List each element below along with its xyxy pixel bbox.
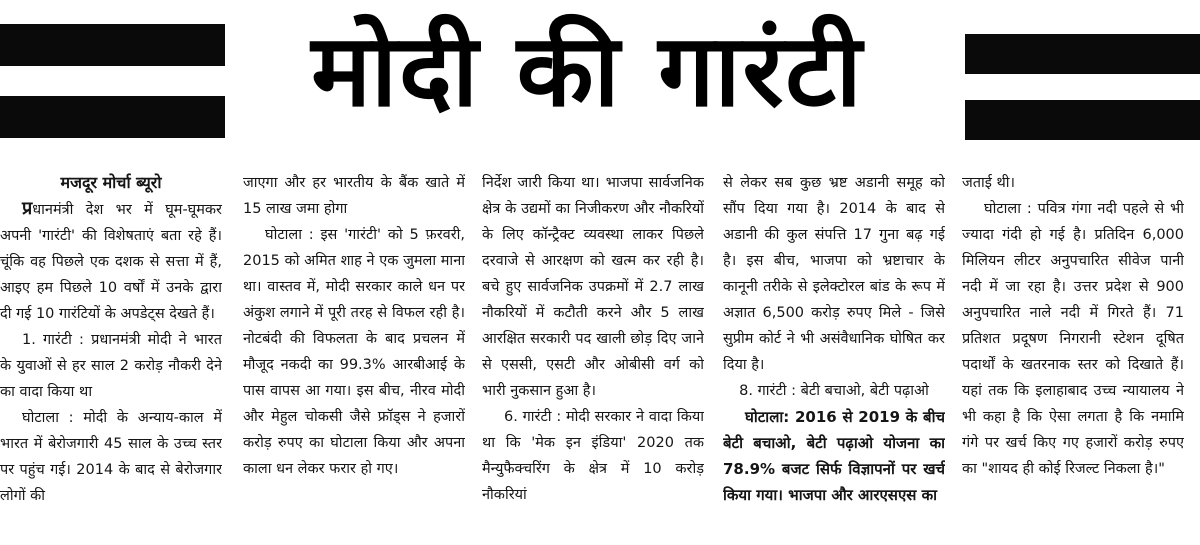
- paragraph-guarantee-8: 8. गारंटी : बेटी बचाओ, बेटी पढ़ाओ: [739, 383, 929, 399]
- column-5: [962, 170, 1184, 545]
- paragraph-scam-8: घोटाला: 2016 से 2019 के बीच बेटी बचाओ, बेटी पढ़ाओ योजना का 78.9% बजट सिर्फ विज्ञापनों पर खर्च किया गया। भाजपा और आरएसएस का: [723, 408, 945, 504]
- paragraph-continued: जताई थी।: [962, 175, 1016, 191]
- lead-text: धानमंत्री देश भर में घूम-घूमकर अपनी 'गारंटी' की विशेषताएं बता रहे हैं। चूंकि वह पिछले एक दशक से सत्ता में हैं, आइए हम पिछले 10 वर्षों में उनके द्वारा दी गई 10 गारंटियों के अपडेट्स देखते हैं।: [0, 202, 222, 322]
- paragraph-scam-ganga: घोटाला : पवित्र गंगा नदी पहले से भी ज्यादा गंदी हो गई है। प्रतिदिन 6,000 मिलियन लीटर अनुपचारित सीवेज पानी नदी में जा रहा है। उत्तर प्रदेश से 900 अनुपचारित नाले नदी में गिरते हैं। 71 प्रतिशत प्रदूषण निगरानी स्टेशन दूषित पदार्थों के खतरनाक स्तर को दिखाते हैं। यहां तक कि इलाहाबाद उच्च न्यायालय ने भी कहा है कि ऐसा लगता है कि नमामि गंगे पर खर्च किए गए हजारों करोड़ रुपए का "शायद ही कोई रिजल्ट निकला है।": [962, 201, 1184, 477]
- lead-paragraph: [0, 196, 222, 327]
- drop-cap: प्र: [22, 198, 33, 219]
- column-3: [482, 170, 704, 545]
- decorative-bar-left-bottom: [0, 96, 225, 138]
- paragraph-continued: जाएगा और हर भारतीय के बैंक खाते में 15 लाख जमा होगा: [243, 175, 465, 217]
- decorative-bar-right-bottom: [965, 100, 1200, 140]
- paragraph-guarantee-1: 1. गारंटी : प्रधानमंत्री मोदी ने भारत के युवाओं से हर साल 2 करोड़ नौकरी देने का वादा किया था: [0, 332, 222, 400]
- paragraph-scam-1: घोटाला : मोदी के अन्याय-काल में भारत में बेरोजगारी 45 साल के उच्च स्तर पर पहुंच गई। 2014 के बाद से बेरोजगार लोगों की: [0, 410, 222, 504]
- decorative-bar-left-top: [0, 24, 225, 66]
- paragraph-continued: निर्देश जारी किया था। भाजपा सार्वजनिक क्षेत्र के उद्यमों का निजीकरण और नौकरियों के लिए कॉन्ट्रैक्ट व्यवस्था लाकर पिछले दरवाजे से आरक्षण को खत्म कर रही है। बचे हुए सार्वजनिक उपक्रमों में 2.7 लाख नौकरियों में कटौती करने और 5 लाख आरक्षित सरकारी पद खाली छोड़ दिए जाने से एससी, एसटी और ओबीसी वर्ग को भारी नुकसान हुआ है।: [482, 175, 704, 399]
- column-4: [723, 170, 945, 545]
- column-2: [243, 170, 465, 545]
- paragraph-scam-2: घोटाला : इस 'गारंटी' को 5 फ़रवरी, 2015 को अमित शाह ने एक जुमला माना था। वास्तव में, मोदी सरकार काले धन पर अंकुश लगाने में पूरी तरह से विफल रही है। नोटबंदी की विफलता के बाद प्रचलन में मौजूद नकदी का 99.3% आरबीआई के पास वापस आ गया। इस बीच, नीरव मोदी और मेहुल चोकसी जैसे फ्रॉड्स ने हजारों करोड़ रुपए का घोटाला किया और अपना काला धन लेकर फरार हो गए।: [243, 227, 465, 477]
- headline: मोदी की गारंटी: [311, 12, 864, 129]
- byline: मजदूर मोर्चा ब्यूरो: [60, 173, 162, 192]
- paragraph-guarantee-6: 6. गारंटी : मोदी सरकार ने वादा किया था कि 'मेक इन इंडिया' 2020 तक मैन्युफैक्चरिंग के क्षेत्र में 10 करोड़ नौकरियां: [482, 409, 704, 503]
- decorative-bar-right-top: [965, 34, 1200, 74]
- column-1: [0, 170, 222, 545]
- paragraph-continued: से लेकर सब कुछ भ्रष्ट अडानी समूह को सौंप दिया गया है। 2014 के बाद से अडानी की कुल संपत्ति 17 गुना बढ़ गई है। इस बीच, भाजपा को भ्रष्टाचार के कानूनी तरीके से इलेक्टोरल बांड के रूप में अज्ञात 6,500 करोड़ रुपए मिले - जिसे सुप्रीम कोर्ट ने भी असंवैधानिक घोषित कर दिया है।: [723, 175, 945, 373]
